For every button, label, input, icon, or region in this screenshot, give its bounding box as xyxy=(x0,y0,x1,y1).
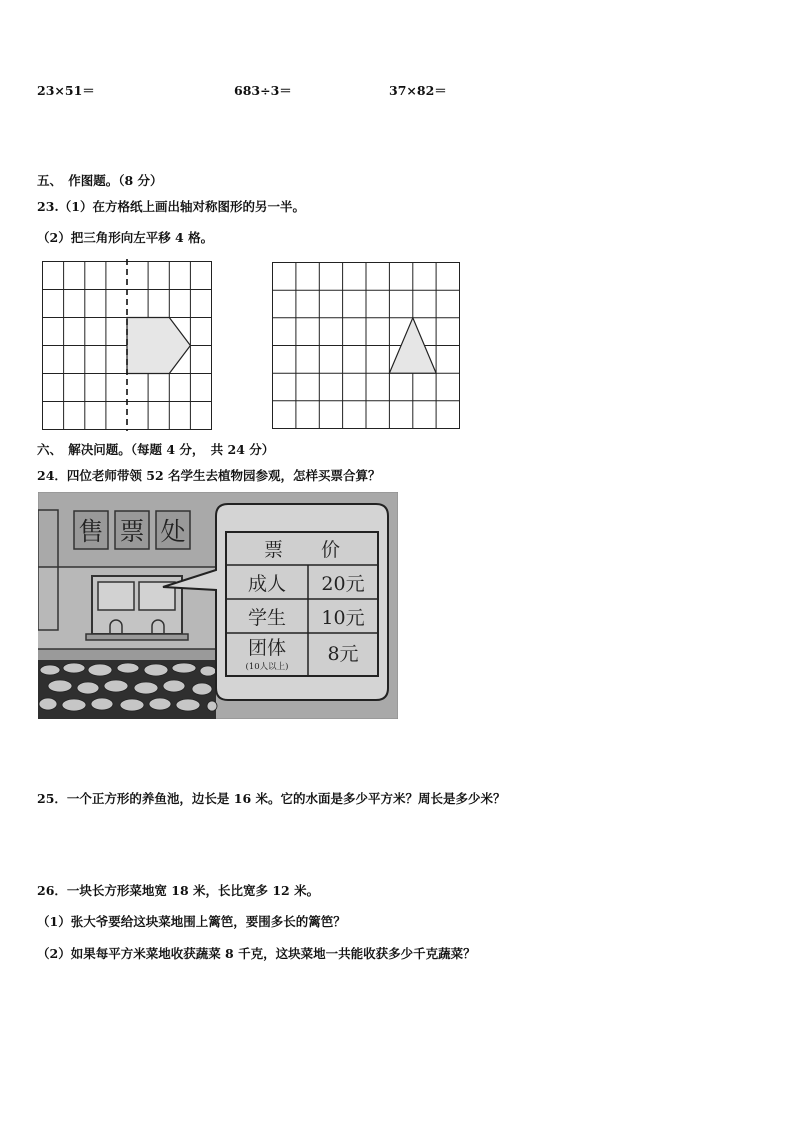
symmetry-grid xyxy=(40,259,214,431)
price-group: 8元 xyxy=(327,643,359,665)
q26-stem: 26．一块长方形菜地宽 18 米，长比宽多 12 米。 xyxy=(37,883,320,898)
sign-char-1: 售 xyxy=(78,517,104,546)
q24-text: 24．四位老师带领 52 名学生去植物园参观，怎样买票合算？ xyxy=(37,468,381,483)
half-pentagon-shape xyxy=(127,318,190,374)
arith-q2: 683÷3＝ xyxy=(234,83,292,98)
q26-part1: （1）张大爷要给这块菜地围上篱笆，要围多长的篱笆？ xyxy=(37,914,346,929)
q23-part2: （2）把三角形向左平移 4 格。 xyxy=(37,230,214,245)
price-group-note: (10人以上) xyxy=(245,662,289,672)
section6-heading: 六、 解决问题。（每题 4 分， 共 24 分） xyxy=(37,442,275,457)
price-student: 10元 xyxy=(321,607,365,629)
price-type-group: 团体 xyxy=(247,637,287,659)
q25-text: 25．一个正方形的养鱼池，边长是 16 米。它的水面是多少平方米？周长是多少米？ xyxy=(37,791,506,806)
translation-grid xyxy=(270,260,462,431)
price-adult: 20元 xyxy=(321,573,365,595)
section5-heading: 五、 作图题。（8 分） xyxy=(37,173,163,188)
arith-q3: 37×82＝ xyxy=(389,83,447,98)
ticket-office-picture xyxy=(38,492,398,719)
arith-q1: 23×51＝ xyxy=(37,83,95,98)
price-table-header: 票 价 xyxy=(263,539,341,561)
price-type-student: 学生 xyxy=(247,607,287,629)
q26-part2: （2）如果每平方米菜地收获蔬菜 8 千克，这块菜地一共能收获多少千克蔬菜？ xyxy=(37,946,476,961)
sign-char-3: 处 xyxy=(160,517,186,546)
price-type-adult: 成人 xyxy=(247,573,287,595)
sign-char-2: 票 xyxy=(119,517,145,546)
q23-part1: 23.（1）在方格纸上画出轴对称图形的另一半。 xyxy=(37,199,305,214)
